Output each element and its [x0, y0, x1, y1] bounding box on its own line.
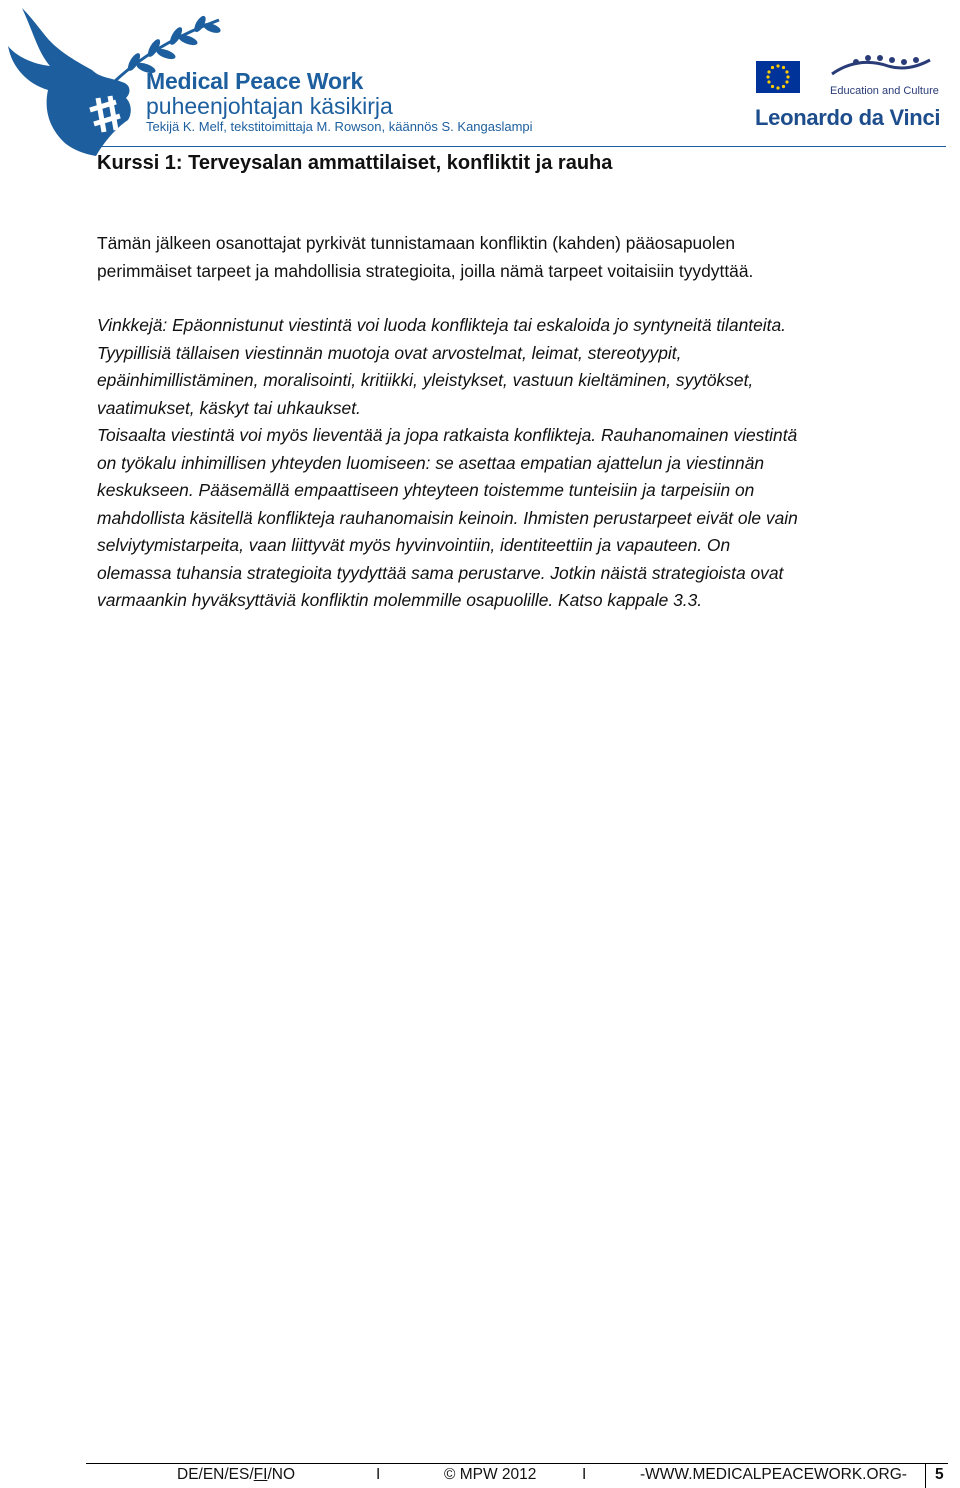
paragraph-line: keskukseen. Pääsemällä empaattiseen yhteyteen toistemme tunteisiin ja tarpeisiin on	[97, 480, 755, 500]
paragraph-line: epäinhimillistäminen, moralisointi, kritiikki, yleistykset, vastuun kieltäminen, syytökset,	[97, 370, 754, 390]
footer-divider	[925, 1464, 926, 1488]
leonardo-da-vinci-label: Leonardo da Vinci	[755, 105, 941, 130]
paragraph-line: Tyypillisiä tällaisen viestinnän muotoja ovat arvostelmat, leimat, stereotyypit,	[97, 342, 682, 363]
paragraph-tips	[97, 312, 947, 615]
footer-lang-suffix: /NO	[267, 1466, 296, 1483]
paragraph-line: vaatimukset, käskyt tai uhkaukset.	[97, 397, 361, 418]
footer-languages	[177, 1464, 295, 1486]
footer-lang-prefix: DE/EN/ES/	[177, 1466, 254, 1483]
paragraph-line: perimmäiset tarpeet ja mahdollisia strategioita, joilla nämä tarpeet voitaisiin tyydyttää.	[97, 260, 754, 281]
brand-credits: Tekijä K. Melf, tekstitoimittaja M. Rowson, käännös S. Kangaslampi	[146, 119, 533, 134]
paragraph-needs	[97, 230, 947, 285]
paragraph-line: Toisaalta viestintä voi myös lieventää ja jopa ratkaista konflikteja. Rauhanomainen viestintä	[97, 425, 798, 445]
brand-subtitle: puheenjohtajan käsikirja	[146, 93, 393, 119]
footer-separator: I	[376, 1466, 381, 1483]
paragraph-line: Vinkkejä: Epäonnistunut viestintä voi luoda konflikteja tai eskaloida jo syntyneitä tilanteita.	[97, 315, 786, 335]
footer-copyright: © MPW 2012	[444, 1466, 537, 1483]
education-and-culture-label: Education and Culture	[830, 85, 939, 97]
paragraph-line: olemassa tuhansia strategioita tyydyttää sama perustarve. Jotkin näistä strategioista ovat	[97, 562, 784, 583]
header-rule	[96, 146, 946, 147]
eu-flag-icon	[756, 61, 800, 93]
course-title: Kurssi 1: Terveysalan ammattilaiset, konfliktit ja rauha	[97, 152, 613, 174]
footer-lang-current: FI	[253, 1466, 268, 1483]
page-number: 5	[935, 1466, 944, 1483]
footer-website: -WWW.MEDICALPEACEWORK.ORG-	[640, 1466, 907, 1483]
paragraph-line: selviytymistarpeita, vaan liittyvät myös hyvinvointiin, identiteettiin ja vapauteen. On	[97, 535, 731, 555]
paragraph-line: varmaankin hyväksyttäviä konfliktin molemmille osapuolille. Katso kappale 3.3.	[97, 590, 703, 610]
paragraph-line: mahdollista käsitellä konflikteja rauhanomaisin keinoin. Ihmisten perustarpeet eivät ole vain	[97, 507, 798, 528]
education-and-culture-swoosh-icon	[828, 52, 934, 86]
paragraph-line: on työkalu inhimillisen yhteyden luomiseen: se asettaa empatian ajattelun ja viestinnän	[97, 452, 765, 473]
paragraph-line: Tämän jälkeen osanottajat pyrkivät tunnistamaan konfliktin (kahden) pääosapuolen	[97, 233, 736, 253]
brand-title: Medical Peace Work	[146, 68, 364, 94]
footer-separator: I	[582, 1466, 587, 1483]
